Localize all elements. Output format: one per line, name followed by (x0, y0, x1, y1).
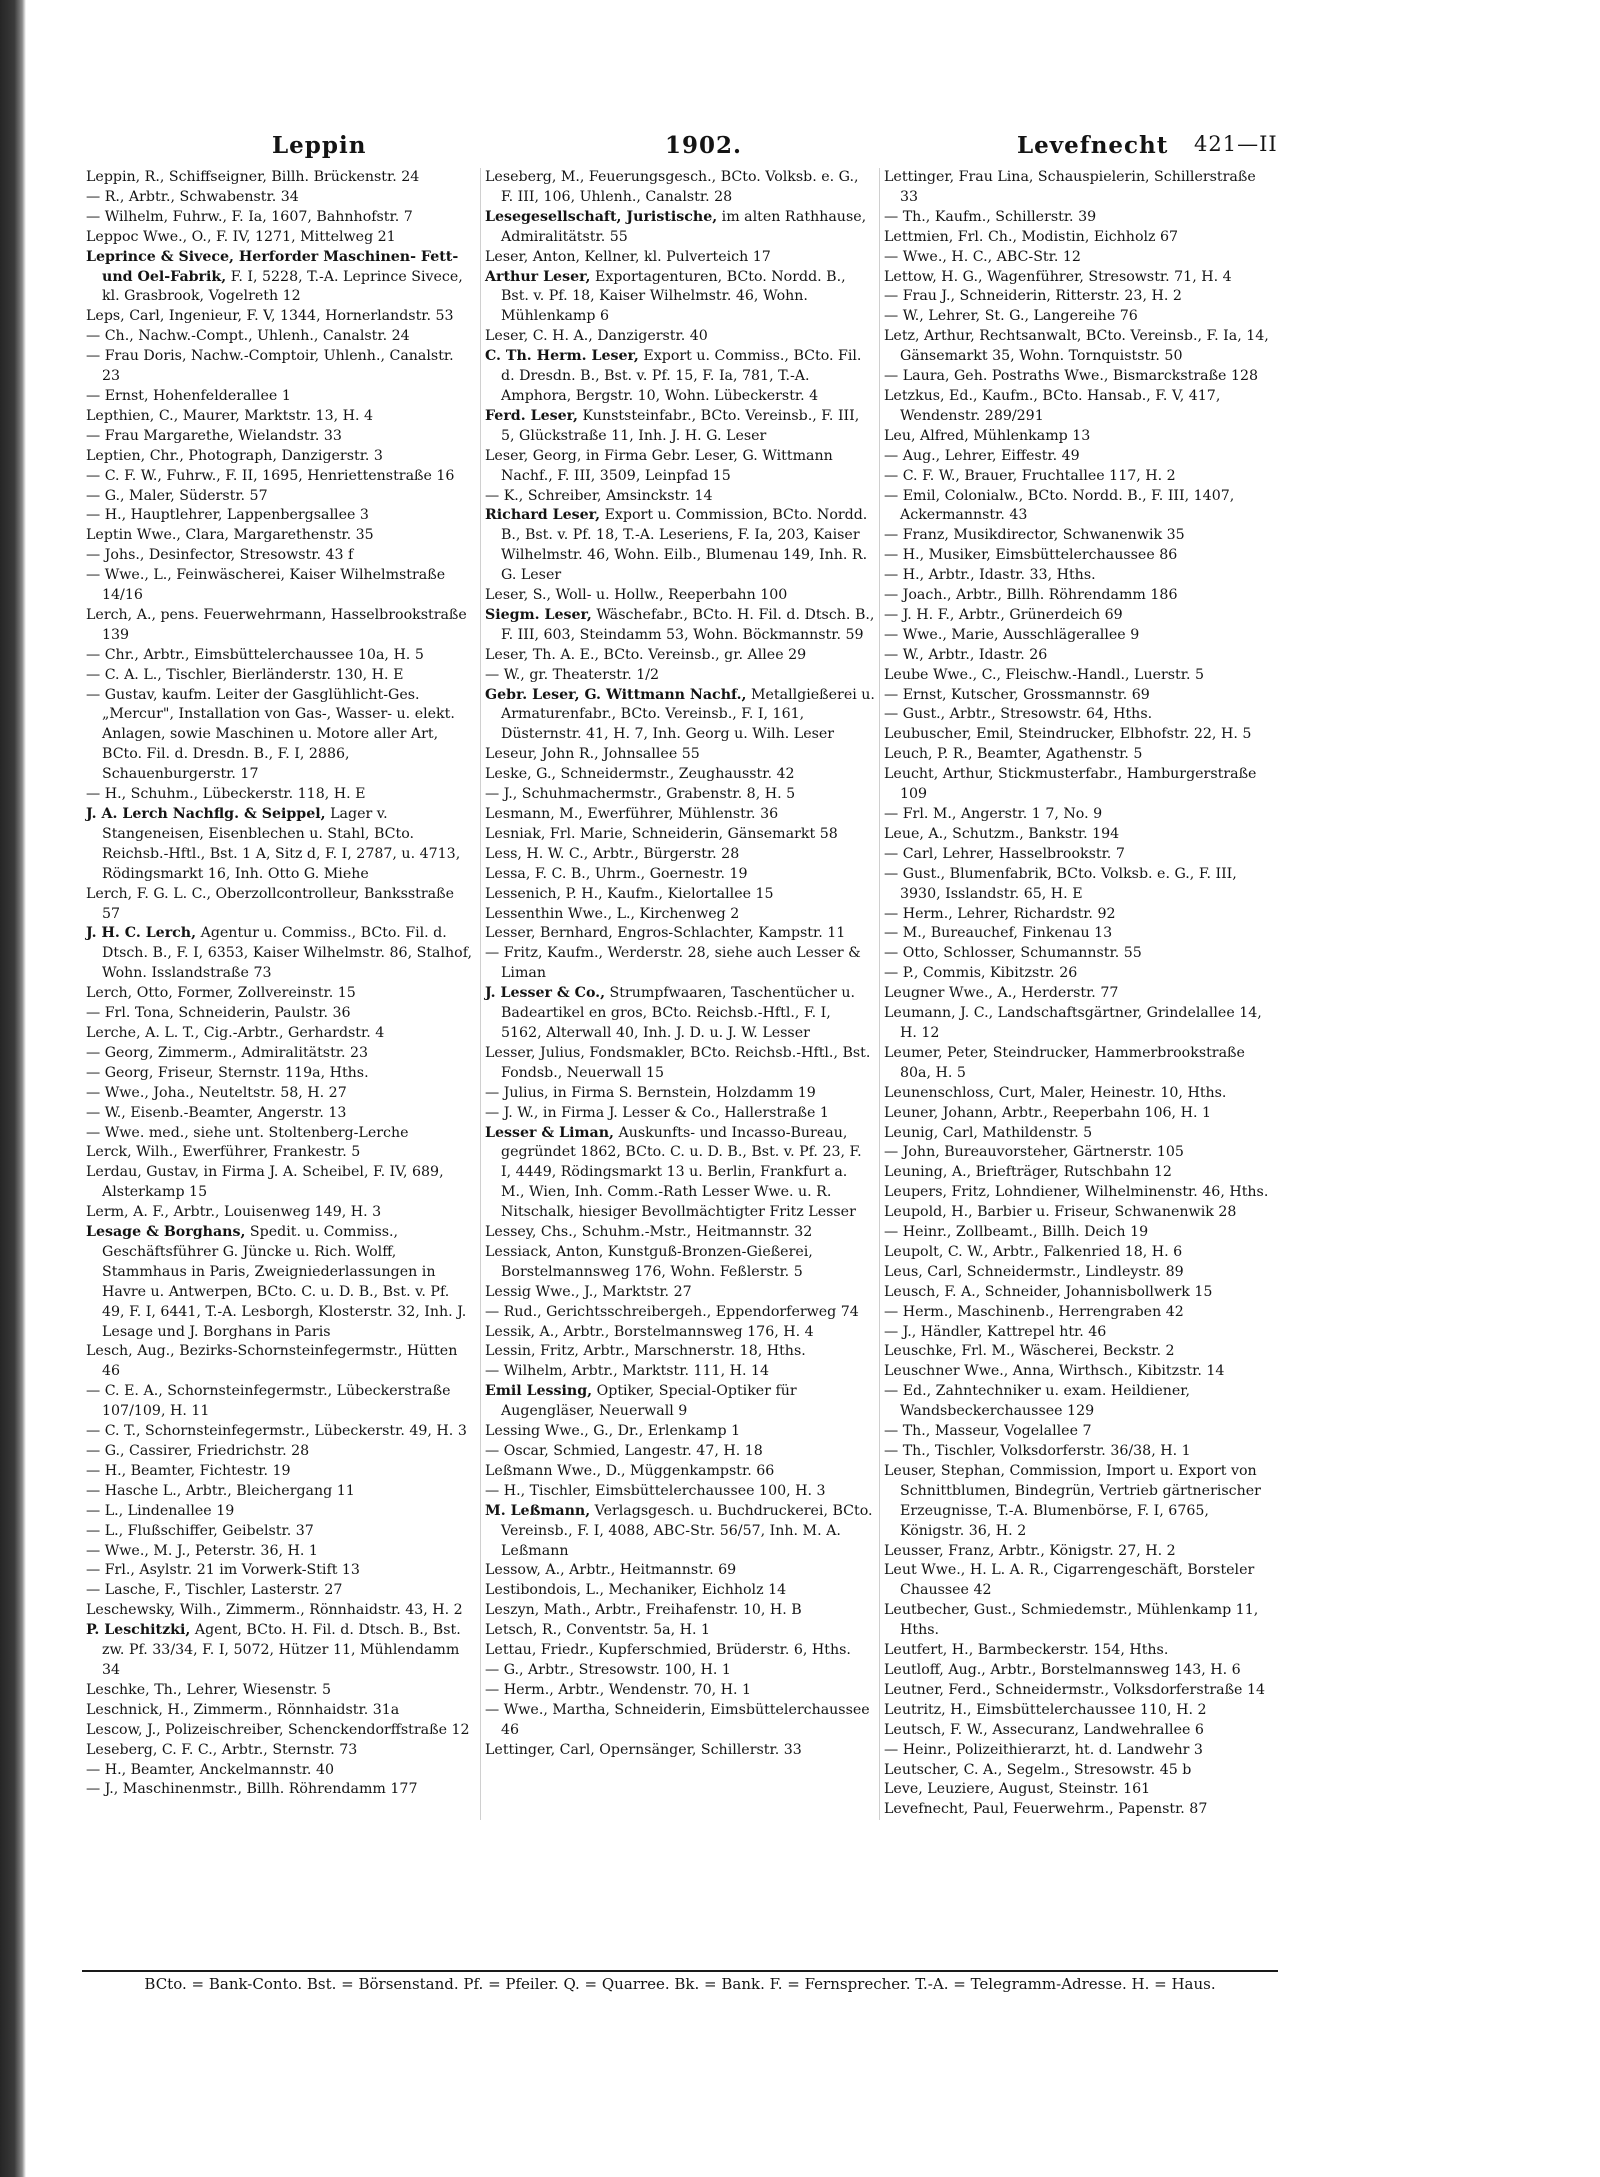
directory-entry: Leus, Carl, Schneidermstr., Lindleystr. 89 (884, 1263, 1184, 1280)
directory-entry: Lesser, Bernhard, Engros-Schlachter, Kampstr. 11 (485, 925, 846, 942)
directory-entry: Leunig, Carl, Mathildenstr. 5 (884, 1124, 1093, 1141)
directory-entry: — Th., Tischler, Volksdorferstr. 36/38, H. 1 (884, 1443, 1191, 1459)
directory-entry: — J., Händler, Kattrepel htr. 46 (884, 1323, 1107, 1340)
directory-entry: Leszyn, Math., Arbtr., Freihafenstr. 10, H. B (485, 1602, 802, 1619)
directory-entry: — Oscar, Schmied, Langestr. 47, H. 18 (485, 1443, 763, 1459)
directory-entry: Leucht, Arthur, Stickmusterfabr., Hamburgerstraße 109 (884, 766, 1257, 803)
directory-entry: — H., Beamter, Anckelmannstr. 40 (86, 1761, 334, 1778)
directory-entry: — L., Lindenallee 19 (86, 1502, 235, 1519)
directory-entry: — Wwe., H. C., ABC-Str. 12 (884, 248, 1081, 265)
directory-entry: Leutfert, H., Barmbeckerstr. 154, Hths. (884, 1642, 1169, 1659)
directory-entry: Lessenich, P. H., Kaufm., Kielortallee 15 (485, 885, 774, 902)
directory-entry: Arthur Leser, Exportagenturen, BCto. Nordd. B., Bst. v. Pf. 18, Kaiser Wilhelmstr. 46, Wohn. Mühlenkamp 6 (485, 268, 846, 325)
directory-entry: Ferd. Leser, Kunststeinfabr., BCto. Vereinsb., F. III, 5, Glückstraße 11, Inh. J. H. G. Leser (485, 407, 860, 444)
directory-entry: Lesage & Borghans, Spedit. u. Commiss., Geschäftsführer G. Jüncke u. Rich. Wolff, Stammhaus in Paris, Zweigniederlassungen in Havre u. Antwerpen, BCto. C. u. D. B., Bst. v. Pf. 49, F. I, 6441, T.-A. Lesborgh, Klosterstr. 32, Inh. J. Lesage und J. Borghans in Paris (86, 1224, 467, 1340)
directory-entry: Leutner, Ferd., Schneidermstr., Volksdorferstraße 14 (884, 1681, 1266, 1698)
directory-entry: Lepthien, C., Maurer, Marktstr. 13, H. 4 (86, 407, 374, 424)
directory-entry: — C. T., Schornsteinfegermstr., Lübeckerstr. 49, H. 3 (86, 1423, 467, 1440)
directory-entry: — W., Arbtr., Idastr. 26 (884, 646, 1048, 663)
directory-entry: P. Leschitzki, Agent, BCto. H. Fil. d. Dtsch. B., Bst. zw. Pf. 33/34, F. I, 5072, Hützer 11, Mühlendamm 34 (86, 1622, 461, 1678)
directory-entry: Leseberg, C. F. C., Arbtr., Sternstr. 73 (86, 1741, 358, 1758)
entry-columns (82, 168, 1278, 1820)
directory-entry: Letz, Arthur, Rechtsanwalt, BCto. Vereinsb., F. Ia, 14, Gänsemarkt 35, Wohn. Tornquiststr. 50 (884, 328, 1269, 365)
directory-entry: Lescow, J., Polizeischreiber, Schenckendorffstraße 12 (86, 1721, 470, 1738)
directory-entry: Leseur, John R., Johnsallee 55 (485, 746, 700, 763)
directory-entry: — Herm., Arbtr., Wendenstr. 70, H. 1 (485, 1681, 752, 1698)
directory-entry: — H., Arbtr., Idastr. 33, Hths. (884, 567, 1096, 584)
directory-entry: Leseberg, M., Feuerungsgesch., BCto. Volksb. e. G., F. III, 106, Uhlenh., Canalstr. 28 (485, 169, 859, 205)
directory-entry: Gebr. Leser, G. Wittmann Nachf., Metallgießerei u. Armaturenfabr., BCto. Vereinsb., F. I, 161, Düsternstr. 41, H. 7, Inh. Georg u. Wilh. Leser (485, 686, 875, 743)
directory-entry: Leuschner Wwe., Anna, Wirthsch., Kibitzstr. 14 (884, 1363, 1225, 1380)
directory-entry: — K., Schreiber, Amsinckstr. 14 (485, 487, 713, 504)
directory-entry: — Gust., Blumenfabrik, BCto. Volksb. e. G., F. III, 3930, Isslandstr. 65, H. E (884, 865, 1237, 902)
directory-entry: — Carl, Lehrer, Hasselbrookstr. 7 (884, 845, 1125, 862)
directory-entry: — Wwe., M. J., Peterstr. 36, H. 1 (86, 1542, 318, 1559)
directory-entry: Lerch, Otto, Former, Zollvereinstr. 15 (86, 985, 356, 1002)
directory-entry: Lessig Wwe., J., Marktstr. 27 (485, 1283, 692, 1300)
directory-entry: Lessey, Chs., Schuhm.-Mstr., Heitmannstr. 32 (485, 1224, 813, 1241)
directory-entry: Leunenschloss, Curt, Maler, Heinestr. 10, Hths. (884, 1084, 1227, 1101)
directory-entry: — Heinr., Zollbeamt., Billh. Deich 19 (884, 1224, 1149, 1241)
directory-entry: Letzkus, Ed., Kaufm., BCto. Hansab., F. V, 417, Wendenstr. 289/291 (884, 387, 1221, 424)
directory-entry: — L., Flußschiffer, Geibelstr. 37 (86, 1522, 314, 1539)
directory-entry: — H., Tischler, Eimsbüttelerchaussee 100, H. 3 (485, 1482, 826, 1499)
directory-entry: Leuch, P. R., Beamter, Agathenstr. 5 (884, 746, 1143, 763)
directory-entry: M. Leßmann, Verlagsgesch. u. Buchdruckerei, BCto. Vereinsb., F. I, 4088, ABC-Str. 56/57, Inh. M. A. Leßmann (485, 1502, 873, 1559)
directory-entry: Leser, C. H. A., Danzigerstr. 40 (485, 328, 708, 345)
directory-entry: — Th., Kaufm., Schillerstr. 39 (884, 208, 1097, 225)
directory-entry: — Chr., Arbtr., Eimsbüttelerchaussee 10a, H. 5 (86, 646, 424, 663)
header-last-entry: Levefnecht (1017, 132, 1169, 159)
directory-entry: — Fritz, Kaufm., Werderstr. 28, siehe auch Lesser & Liman (485, 945, 861, 982)
directory-entry: Leuning, A., Briefträger, Rutschbahn 12 (884, 1164, 1172, 1181)
directory-entry: — W., Lehrer, St. G., Langereihe 76 (884, 308, 1138, 325)
directory-entry: — W., Eisenb.-Beamter, Angerstr. 13 (86, 1104, 347, 1121)
directory-entry: Lerm, A. F., Arbtr., Louisenweg 149, H. 3 (86, 1204, 382, 1221)
page-number: 421—II (1194, 132, 1278, 156)
directory-entry: Leusch, F. A., Schneider, Johannisbollwerk 15 (884, 1283, 1213, 1300)
directory-entry: — Wilhelm, Arbtr., Marktstr. 111, H. 14 (485, 1363, 770, 1380)
directory-entry: — Th., Masseur, Vogelallee 7 (884, 1423, 1092, 1440)
directory-entry: Lesser, Julius, Fondsmakler, BCto. Reichsb.-Hftl., Bst. Fondsb., Neuerwall 15 (485, 1044, 871, 1081)
directory-entry: Lerch, F. G. L. C., Oberzollcontrolleur, Banksstraße 57 (86, 885, 454, 922)
directory-entry: Lesser & Liman, Auskunfts- und Incasso-Bureau, gegründet 1862, BCto. C. u. D. B., Bst. v. Pf. 23, F. I, 4449, Rödingsmarkt 13 u. Berlin, Frankfurt a. M., Wien, Inh. Comm.-Rath Lesser Wwe. u. R. Nitschalk, hiesiger Bevollmächtigter Fritz Lesser (485, 1124, 862, 1221)
directory-entry: — Hasche L., Arbtr., Bleichergang 11 (86, 1482, 355, 1499)
column-left (82, 168, 480, 1820)
directory-entry: — G., Maler, Süderstr. 57 (86, 487, 268, 504)
directory-entry: — Aug., Lehrer, Eiffestr. 49 (884, 447, 1080, 464)
directory-entry: — C. F. W., Brauer, Fruchtallee 117, H. 2 (884, 467, 1176, 484)
directory-entry: Leutbecher, Gust., Schmiedemstr., Mühlenkamp 11, Hths. (884, 1602, 1259, 1639)
directory-entry: Leschewsky, Wilh., Zimmerm., Rönnhaidstr. 43, H. 2 (86, 1602, 463, 1619)
directory-entry: Lessa, F. C. B., Uhrm., Goernestr. 19 (485, 865, 748, 882)
directory-entry: — Rud., Gerichtsschreibergeh., Eppendorferweg 74 (485, 1303, 859, 1320)
directory-entry: Leupers, Fritz, Lohndiener, Wilhelminenstr. 46, Hths. (884, 1184, 1269, 1201)
directory-entry: — Johs., Desinfector, Stresowstr. 43 f (86, 547, 354, 564)
directory-entry: Leser, S., Woll- u. Hollw., Reeperbahn 100 (485, 587, 788, 604)
directory-entry: Leschnick, H., Zimmerm., Rönnhaidstr. 31a (86, 1701, 400, 1718)
directory-entry: — G., Cassirer, Friedrichstr. 28 (86, 1443, 310, 1459)
directory-entry: Lerch, A., pens. Feuerwehrmann, Hasselbrookstraße 139 (86, 606, 467, 643)
directory-entry: — John, Bureauvorsteher, Gärtnerstr. 105 (884, 1144, 1184, 1161)
directory-entry: Lessiack, Anton, Kunstguß-Bronzen-Gießerei, Borstelmannsweg 176, Wohn. Feßlerstr. 5 (485, 1243, 813, 1280)
directory-entry: Leutritz, H., Eimsbüttelerchaussee 110, H. 2 (884, 1701, 1207, 1718)
directory-entry: — P., Commis, Kibitzstr. 26 (884, 965, 1078, 982)
directory-entry: Lessenthin Wwe., L., Kirchenweg 2 (485, 905, 740, 922)
directory-entry: — Julius, in Firma S. Bernstein, Holzdamm 19 (485, 1084, 816, 1101)
directory-entry: — Wwe., Marie, Ausschlägerallee 9 (884, 626, 1140, 643)
directory-entry: Leupolt, C. W., Arbtr., Falkenried 18, H. 6 (884, 1243, 1183, 1260)
column-middle (480, 168, 879, 1820)
directory-entry: — Joach., Arbtr., Billh. Röhrendamm 186 (884, 587, 1178, 604)
directory-entry: Less, H. W. C., Arbtr., Bürgerstr. 28 (485, 845, 740, 862)
directory-entry: Levefnecht, Paul, Feuerwehrm., Papenstr. 87 (884, 1801, 1208, 1818)
directory-entry: Leßmann Wwe., D., Müggenkampstr. 66 (485, 1462, 775, 1479)
directory-entry: Lesmann, M., Ewerführer, Mühlenstr. 36 (485, 806, 779, 822)
directory-entry: Lettinger, Carl, Opernsänger, Schillerstr. 33 (485, 1741, 802, 1758)
directory-entry: — C. A. L., Tischler, Bierländerstr. 130, H. E (86, 666, 404, 683)
directory-entry: Leptien, Chr., Photograph, Danzigerstr. 3 (86, 447, 383, 464)
directory-entry: Richard Leser, Export u. Commission, BCto. Nordd. B., Bst. v. Pf. 18, T.-A. Leseriens, F. Ia, 203, Kaiser Wilhelmstr. 46, Wohn. Eilb., Blumenau 149, Inh. R. G. Leser (485, 507, 868, 584)
directory-entry: — Frl. Tona, Schneiderin, Paulstr. 36 (86, 1005, 351, 1022)
directory-entry: Leue, A., Schutzm., Bankstr. 194 (884, 825, 1120, 842)
directory-entry: — J. W., in Firma J. Lesser & Co., Hallerstraße 1 (485, 1104, 829, 1121)
directory-entry: Leutscher, C. A., Segelm., Stresowstr. 45 b (884, 1761, 1192, 1778)
directory-entry: C. Th. Herm. Leser, Export u. Commiss., BCto. Fil. d. Dresdn. B., Bst. v. Pf. 15, F. Ia, 781, T.-A. Amphora, Bergstr. 10, Wohn. Lübeckerstr. 4 (485, 348, 862, 404)
directory-entry: Leusser, Franz, Arbtr., Königstr. 27, H. 2 (884, 1542, 1176, 1559)
directory-entry: Lesniak, Frl. Marie, Schneiderin, Gänsemarkt 58 (485, 825, 838, 842)
directory-entry: Leutsch, F. W., Assecuranz, Landwehrallee 6 (884, 1721, 1204, 1738)
directory-entry: — Frau J., Schneiderin, Ritterstr. 23, H. 2 (884, 288, 1182, 305)
directory-entry: — Wilhelm, Fuhrw., F. Ia, 1607, Bahnhofstr. 7 (86, 208, 413, 225)
directory-entry: Leuser, Stephan, Commission, Import u. Export von Schnittblumen, Bindegrün, Vertrieb gärtnerischer Erzeugnisse, T.-A. Blumenbörse, F. I, 6765, Königstr. 36, H. 2 (884, 1462, 1261, 1539)
directory-entry: — H., Musiker, Eimsbüttelerchaussee 86 (884, 547, 1178, 564)
directory-entry: — Emil, Colonialw., BCto. Nordd. B., F. III, 1407, Ackermannstr. 43 (884, 487, 1235, 524)
directory-entry: Leser, Anton, Kellner, kl. Pulverteich 17 (485, 248, 771, 265)
directory-entry: Leve, Leuziere, August, Steinstr. 161 (884, 1781, 1151, 1798)
directory-entry: — Georg, Friseur, Sternstr. 119a, Hths. (86, 1064, 369, 1081)
directory-entry: — J., Schuhmachermstr., Grabenstr. 8, H. 5 (485, 786, 796, 803)
directory-entry: Leschke, Th., Lehrer, Wiesenstr. 5 (86, 1681, 332, 1698)
directory-entry: — Ch., Nachw.-Compt., Uhlenh., Canalstr. 24 (86, 328, 410, 345)
directory-entry: Leppoc Wwe., O., F. IV, 1271, Mittelweg 21 (86, 228, 396, 245)
directory-entry: Lessow, A., Arbtr., Heitmannstr. 69 (485, 1562, 737, 1579)
directory-entry: — H., Beamter, Fichtestr. 19 (86, 1462, 291, 1479)
directory-entry: — Frau Doris, Nachw.-Comptoir, Uhlenh., Canalstr. 23 (86, 348, 454, 385)
directory-entry: Leps, Carl, Ingenieur, F. V, 1344, Hornerlandstr. 53 (86, 308, 454, 325)
directory-entry: Leptin Wwe., Clara, Margarethenstr. 35 (86, 527, 374, 544)
directory-entry: Leut Wwe., H. L. A. R., Cigarrengeschäft, Borsteler Chaussee 42 (884, 1562, 1255, 1599)
directory-entry: — Wwe., Martha, Schneiderin, Eimsbüttelerchaussee 46 (485, 1701, 870, 1738)
header-year: 1902. (665, 132, 743, 159)
directory-entry: — Wwe. med., siehe unt. Stoltenberg-Lerche (86, 1124, 409, 1141)
directory-entry: Leuschke, Frl. M., Wäscherei, Beckstr. 2 (884, 1343, 1175, 1360)
directory-entry: Lettow, H. G., Wagenführer, Stresowstr. 71, H. 4 (884, 268, 1232, 285)
directory-entry: — Ernst, Kutscher, Grossmannstr. 69 (884, 686, 1150, 703)
header-first-entry: Leppin (272, 132, 367, 159)
directory-entry: Lessin, Fritz, Arbtr., Marschnerstr. 18, Hths. (485, 1343, 806, 1360)
directory-entry: — Ed., Zahntechniker u. exam. Heildiener, Wandsbeckerchaussee 129 (884, 1383, 1191, 1420)
directory-entry: — Gust., Arbtr., Stresowstr. 64, Hths. (884, 706, 1153, 723)
directory-entry: — Gustav, kaufm. Leiter der Gasglühlicht-Ges. „Mercur", Installation von Gas-, Wasser- u. elekt. Anlagen, sowie Maschinen u. Motore aller Art, BCto. Fil. d. Dresdn. B., F. I, 2886, Schauenburgerstr. 17 (86, 686, 455, 783)
directory-entry: Leser, Th. A. E., BCto. Vereinsb., gr. Allee 29 (485, 646, 807, 663)
directory-entry: — Georg, Zimmerm., Admiralitätstr. 23 (86, 1044, 369, 1061)
directory-entry: — Wwe., L., Feinwäscherei, Kaiser Wilhelmstraße 14/16 (86, 567, 446, 604)
directory-entry: — C. F. W., Fuhrw., F. II, 1695, Henriettenstraße 16 (86, 467, 455, 484)
directory-entry: Leske, G., Schneidermstr., Zeughausstr. 42 (485, 766, 795, 783)
directory-entry: Lessik, A., Arbtr., Borstelmannsweg 176, H. 4 (485, 1323, 814, 1340)
directory-entry: — Ernst, Hohenfelderallee 1 (86, 387, 291, 404)
directory-entry: — J., Maschinenmstr., Billh. Röhrendamm 177 (86, 1781, 418, 1798)
directory-entry: Leugner Wwe., A., Herderstr. 77 (884, 985, 1119, 1002)
directory-entry: Lettau, Friedr., Kupferschmied, Brüderstr. 6, Hths. (485, 1642, 851, 1659)
directory-entry: Lettinger, Frau Lina, Schauspielerin, Schillerstraße 33 (884, 169, 1256, 205)
directory-entry: Siegm. Leser, Wäschefabr., BCto. H. Fil. d. Dtsch. B., F. III, 603, Steindamm 53, Wohn. Böckmannstr. 59 (485, 606, 875, 643)
directory-entry: Leu, Alfred, Mühlenkamp 13 (884, 427, 1091, 444)
directory-entry: — M., Bureauchef, Finkenau 13 (884, 925, 1113, 942)
directory-entry: Leutloff, Aug., Arbtr., Borstelmannsweg 143, H. 6 (884, 1661, 1241, 1678)
scan-binding-edge (0, 0, 26, 2177)
directory-entry: — R., Arbtr., Schwabenstr. 34 (86, 188, 299, 205)
directory-entry: Leser, Georg, in Firma Gebr. Leser, G. Wittmann Nachf., F. III, 3509, Leinpfad 15 (485, 447, 833, 484)
page-header (82, 132, 1278, 162)
directory-entry: — Laura, Geh. Postraths Wwe., Bismarckstraße 128 (884, 368, 1259, 385)
directory-entry: Leumann, J. C., Landschaftsgärtner, Grindelallee 14, H. 12 (884, 1005, 1262, 1041)
directory-entry: Lerdau, Gustav, in Firma J. A. Scheibel, F. IV, 689, Alsterkamp 15 (86, 1164, 444, 1201)
directory-entry: — W., gr. Theaterstr. 1/2 (485, 666, 660, 683)
directory-entry: — Franz, Musikdirector, Schwanenwik 35 (884, 527, 1185, 544)
directory-entry: Lerck, Wilh., Ewerführer, Frankestr. 5 (86, 1144, 361, 1161)
directory-entry: Lessing Wwe., G., Dr., Erlenkamp 1 (485, 1423, 741, 1440)
directory-entry: — H., Schuhm., Lübeckerstr. 118, H. E (86, 786, 366, 803)
directory-entry: — J. H. F., Arbtr., Grünerdeich 69 (884, 606, 1123, 623)
directory-entry: Lestibondois, L., Mechaniker, Eichholz 14 (485, 1582, 787, 1599)
directory-entry: — Wwe., Joha., Neuteltstr. 58, H. 27 (86, 1084, 347, 1101)
directory-entry: — H., Hauptlehrer, Lappenbergsallee 3 (86, 507, 369, 524)
directory-entry: Leuner, Johann, Arbtr., Reeperbahn 106, H. 1 (884, 1104, 1211, 1121)
directory-entry: — Frau Margarethe, Wielandstr. 33 (86, 427, 342, 444)
directory-entry: — C. E. A., Schornsteinfegermstr., Lübeckerstraße 107/109, H. 11 (86, 1383, 451, 1420)
directory-entry: Leprince & Sivece, Herforder Maschinen- Fett- und Oel-Fabrik, F. I, 5228, T.-A. Leprince Sivece, kl. Grasbrook, Vogelreth 12 (86, 248, 463, 305)
directory-entry: — Frl. M., Angerstr. 1 7, No. 9 (884, 806, 1103, 822)
directory-entry: Lesch, Aug., Bezirks-Schornsteinfegermstr., Hütten 46 (86, 1343, 458, 1380)
directory-entry: — Otto, Schlosser, Schumannstr. 55 (884, 945, 1142, 962)
directory-entry: — Heinr., Polizeithierarzt, ht. d. Landwehr 3 (884, 1741, 1203, 1758)
directory-entry: Leumer, Peter, Steindrucker, Hammerbrookstraße 80a, H. 5 (884, 1044, 1245, 1081)
directory-entry: Emil Lessing, Optiker, Special-Optiker für Augengläser, Neuerwall 9 (485, 1383, 797, 1420)
directory-entry: — Herm., Lehrer, Richardstr. 92 (884, 905, 1116, 922)
directory-entry: — G., Arbtr., Stresowstr. 100, H. 1 (485, 1661, 731, 1678)
directory-entry: J. Lesser & Co., Strumpfwaaren, Taschentücher u. Badeartikel en gros, BCto. Reichsb.-Hftl., F. I, 5162, Alterwall 40, Inh. J. D. u. J. W. Lesser (485, 985, 856, 1041)
directory-entry: Leppin, R., Schiffseigner, Billh. Brückenstr. 24 (86, 169, 420, 185)
directory-entry: J. A. Lerch Nachflg. & Seippel, Lager v. Stangeneisen, Eisenblechen u. Stahl, BCto. Reichsb.-Hftl., Bst. 1 A, Sitz d, F. I, 2787, u. 4713, Rödingsmarkt 16, Inh. Otto G. Miehe (86, 806, 461, 882)
directory-entry: — Herm., Maschinenb., Herrengraben 42 (884, 1303, 1184, 1320)
directory-entry: Lesegesellschaft, Juristische, im alten Rathhause, Admiralitätstr. 55 (485, 208, 867, 245)
abbreviation-legend: BCto. = Bank-Conto. Bst. = Börsenstand. Pf. = Pfeiler. Q. = Quarree. Bk. = Bank. F. = Fernsprecher. T.-A. = Telegramm-Adresse. H. = Haus. (82, 1970, 1278, 1993)
directory-entry: — Lasche, F., Tischler, Lasterstr. 27 (86, 1582, 343, 1599)
directory-entry: Lettmien, Frl. Ch., Modistin, Eichholz 67 (884, 228, 1179, 245)
column-right (879, 168, 1278, 1820)
directory-entry: Leubuscher, Emil, Steindrucker, Elbhofstr. 22, H. 5 (884, 726, 1252, 743)
directory-entry: Leupold, H., Barbier u. Friseur, Schwanenwik 28 (884, 1204, 1237, 1221)
directory-entry: Leube Wwe., C., Fleischw.-Handl., Luerstr. 5 (884, 666, 1205, 683)
directory-entry: J. H. C. Lerch, Agentur u. Commiss., BCto. Fil. d. Dtsch. B., F. I, 6353, Kaiser Wilhelmstr. 86, Stalhof, Wohn. Isslandstraße 73 (86, 925, 472, 982)
directory-entry: Lerche, A. L. T., Cig.-Arbtr., Gerhardstr. 4 (86, 1024, 385, 1041)
directory-page (82, 132, 1278, 2002)
directory-entry: Letsch, R., Conventstr. 5a, H. 1 (485, 1622, 711, 1639)
directory-entry: — Frl., Asylstr. 21 im Vorwerk-Stift 13 (86, 1562, 360, 1579)
